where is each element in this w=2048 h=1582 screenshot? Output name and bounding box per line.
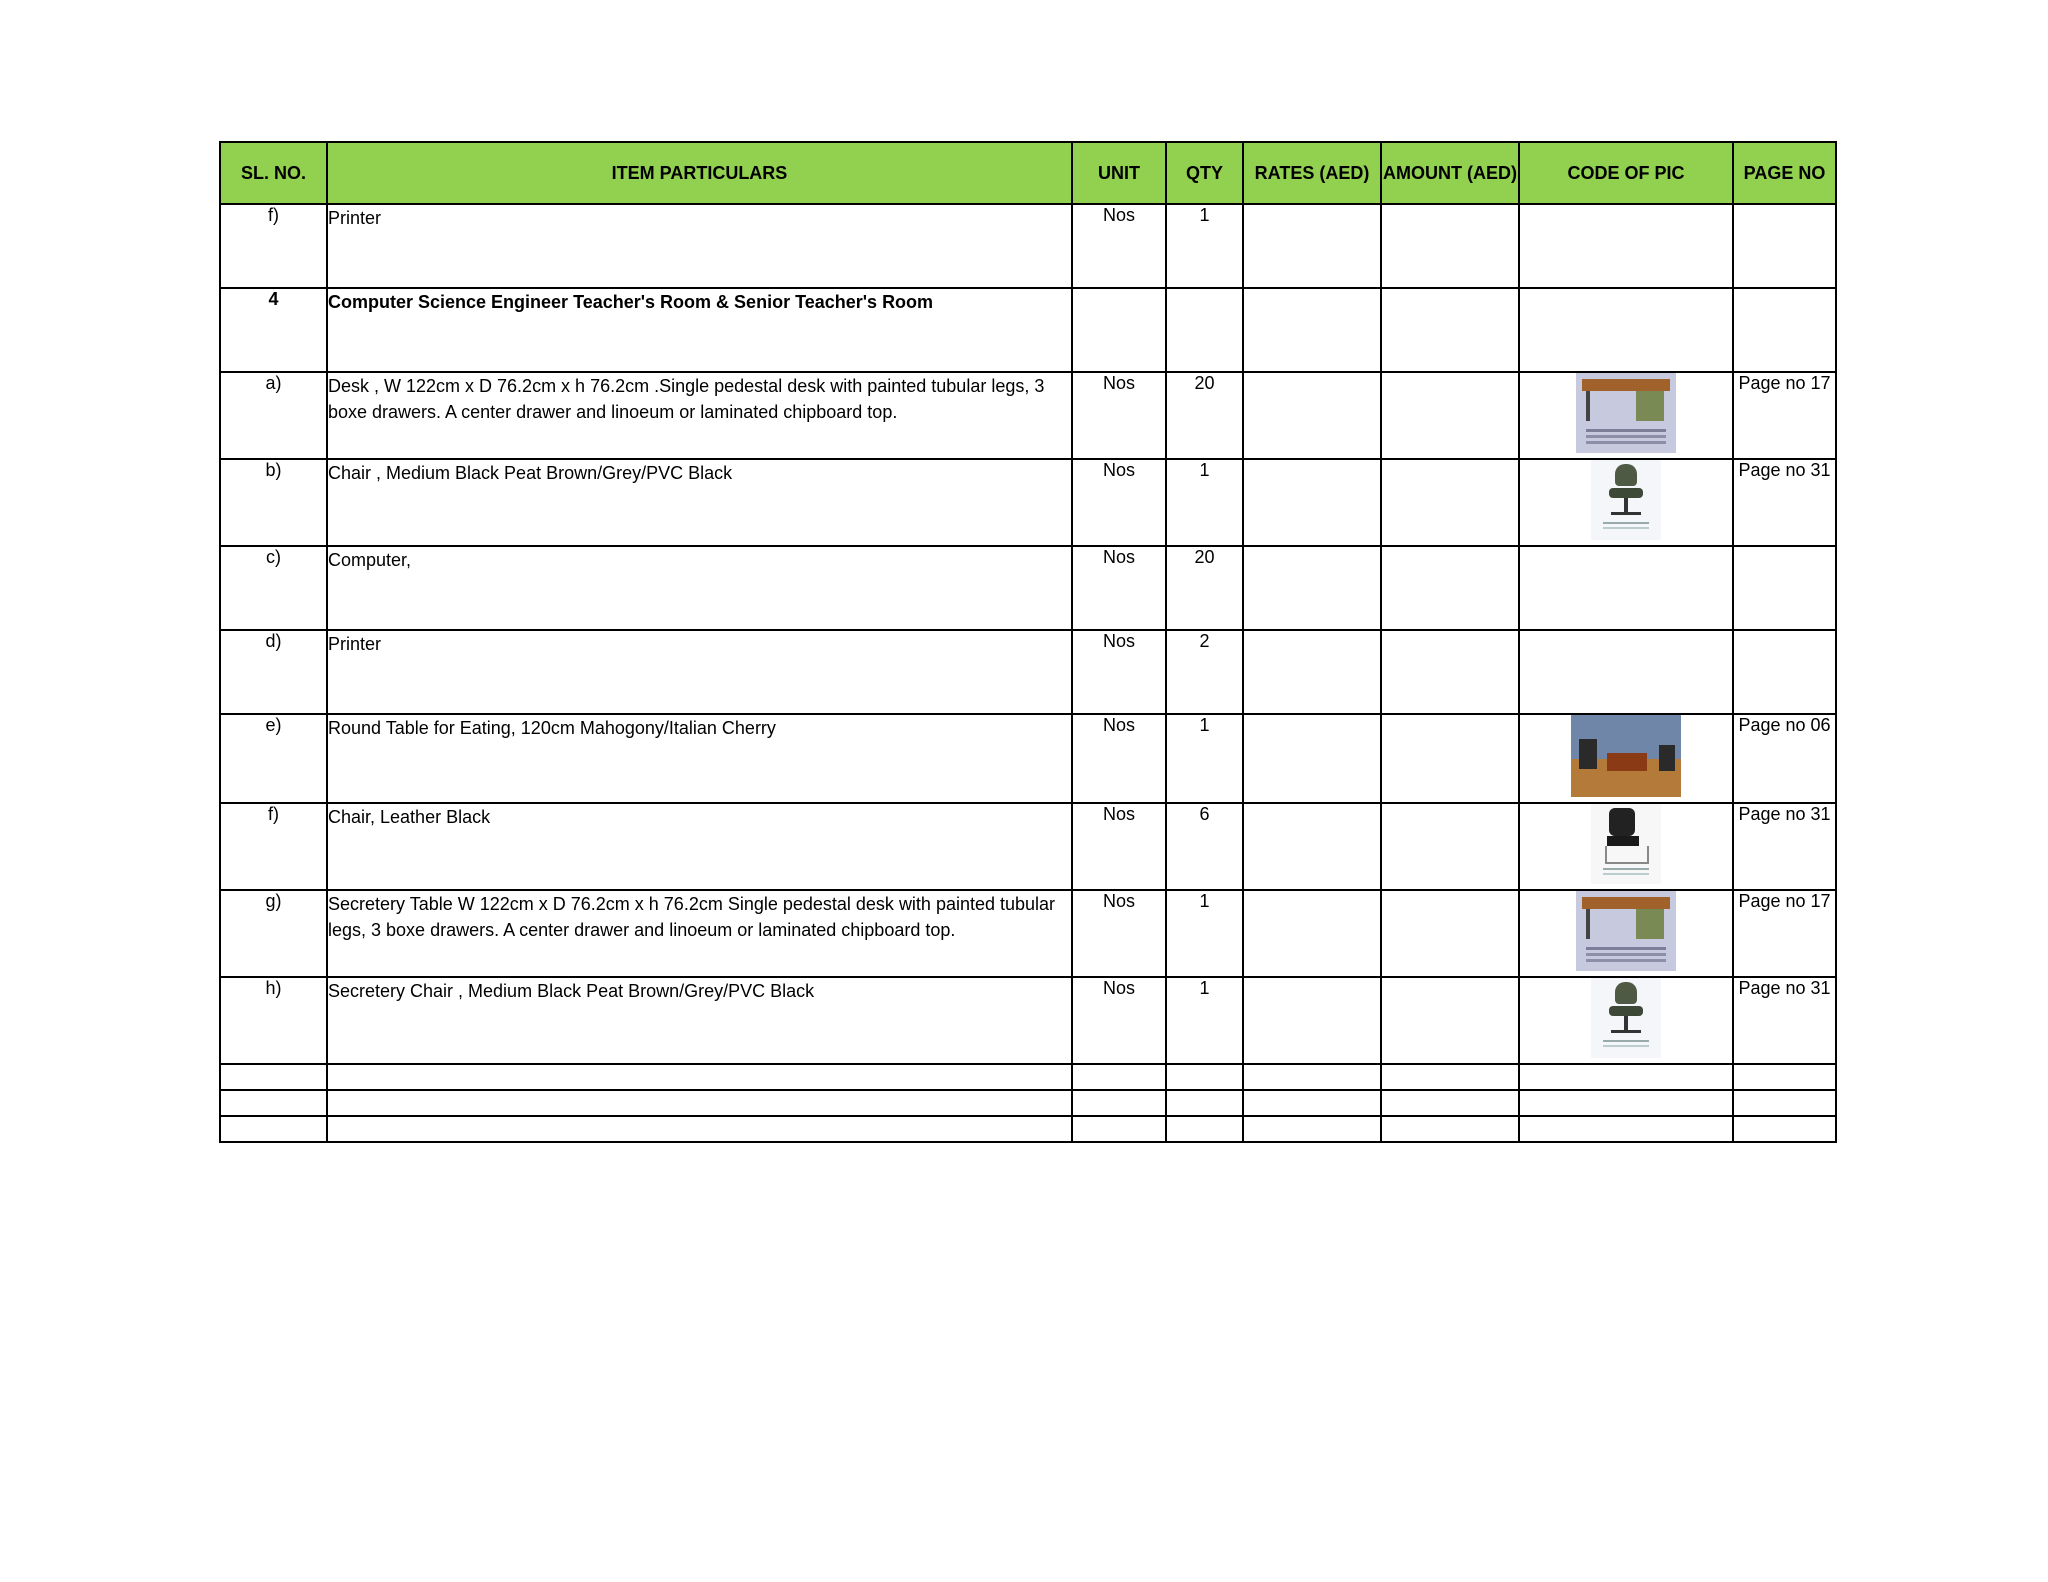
cell-unit: Nos [1072, 204, 1166, 288]
table-row [220, 372, 1836, 459]
cell-amount [1381, 372, 1519, 459]
cell-qty: 1 [1166, 714, 1243, 803]
cell-rates [1243, 803, 1381, 890]
header-rates: RATES (AED) [1243, 142, 1381, 204]
table-row [220, 803, 1836, 890]
cell-sl-no: d) [220, 630, 327, 714]
table-row [220, 630, 1836, 714]
cell-qty: 20 [1166, 372, 1243, 459]
cell-code-of-pic [1519, 546, 1733, 630]
cell-sl-no: b) [220, 459, 327, 546]
cell-item: Printer [327, 204, 1072, 288]
cell-rates [1243, 372, 1381, 459]
section-row [220, 288, 1836, 372]
cell-sl-no: c) [220, 546, 327, 630]
cell-item: Chair , Medium Black Peat Brown/Grey/PVC Black [327, 459, 1072, 546]
leather-chair-photo [1591, 804, 1661, 884]
cell-sl-no: g) [220, 890, 327, 977]
header-item-particulars: ITEM PARTICULARS [327, 142, 1072, 204]
empty-row [220, 1064, 1836, 1090]
cell-rates [1243, 546, 1381, 630]
cell-amount [1381, 890, 1519, 977]
cell-sl-no: h) [220, 977, 327, 1064]
table-row [220, 546, 1836, 630]
cell-page-no [1733, 204, 1836, 288]
cell-amount [1381, 803, 1519, 890]
cell-code-of-pic [1519, 890, 1733, 977]
cell-rates [1243, 459, 1381, 546]
cell-unit: Nos [1072, 714, 1166, 803]
header-unit: UNIT [1072, 142, 1166, 204]
table-row [220, 204, 1836, 288]
cell-qty: 6 [1166, 803, 1243, 890]
cell-page-no: Page no 17 [1733, 372, 1836, 459]
cell-item: Secretery Table W 122cm x D 76.2cm x h 76.2cm Single pedestal desk with painted tubular legs, 3 boxe drawers. A center drawer and linoeum or laminated chipboard top. [327, 890, 1072, 977]
cell-qty: 1 [1166, 459, 1243, 546]
header-qty: QTY [1166, 142, 1243, 204]
cell-item: Desk , W 122cm x D 76.2cm x h 76.2cm .Single pedestal desk with painted tubular legs, 3 boxe drawers. A center drawer and linoeum or laminated chipboard top. [327, 372, 1072, 459]
cell-amount [1381, 546, 1519, 630]
cell-qty: 20 [1166, 546, 1243, 630]
cell-page-no: Page no 31 [1733, 459, 1836, 546]
cell-unit: Nos [1072, 803, 1166, 890]
empty-row [220, 1090, 1836, 1116]
cell-amount [1381, 630, 1519, 714]
header-page-no: PAGE NO [1733, 142, 1836, 204]
cell-amount [1381, 459, 1519, 546]
cell-rates [1243, 890, 1381, 977]
cell-sl-no: f) [220, 803, 327, 890]
desk-photo [1576, 891, 1676, 971]
cell-code-of-pic [1519, 288, 1733, 372]
cell-item: Printer [327, 630, 1072, 714]
cell-unit [1072, 288, 1166, 372]
cell-amount [1381, 204, 1519, 288]
table-row [220, 890, 1836, 977]
header-row [220, 142, 1836, 204]
cell-item: Computer, [327, 546, 1072, 630]
cell-sl-no: a) [220, 372, 327, 459]
cell-qty [1166, 288, 1243, 372]
cell-code-of-pic [1519, 204, 1733, 288]
header-sl-no: SL. NO. [220, 142, 327, 204]
cell-item: Secretery Chair , Medium Black Peat Brown/Grey/PVC Black [327, 977, 1072, 1064]
table-row [220, 977, 1836, 1064]
cell-page-no: Page no 06 [1733, 714, 1836, 803]
cell-rates [1243, 288, 1381, 372]
cell-page-no: Page no 17 [1733, 890, 1836, 977]
cell-qty: 1 [1166, 890, 1243, 977]
cell-code-of-pic [1519, 459, 1733, 546]
cell-amount [1381, 977, 1519, 1064]
cell-qty: 2 [1166, 630, 1243, 714]
cell-item: Round Table for Eating, 120cm Mahogony/Italian Cherry [327, 714, 1072, 803]
empty-row [220, 1116, 1836, 1142]
cell-page-no: Page no 31 [1733, 803, 1836, 890]
chair-photo [1591, 978, 1661, 1058]
cell-code-of-pic [1519, 977, 1733, 1064]
cell-code-of-pic [1519, 630, 1733, 714]
table-row [220, 459, 1836, 546]
cell-item: Chair, Leather Black [327, 803, 1072, 890]
cell-qty: 1 [1166, 204, 1243, 288]
cell-unit: Nos [1072, 890, 1166, 977]
cell-sl-no: e) [220, 714, 327, 803]
table-row [220, 714, 1836, 803]
cell-sl-no: 4 [220, 288, 327, 372]
cell-rates [1243, 714, 1381, 803]
chair-photo [1591, 460, 1661, 540]
cell-amount [1381, 714, 1519, 803]
cell-unit: Nos [1072, 630, 1166, 714]
section-title: Computer Science Engineer Teacher's Room & Senior Teacher's Room [327, 288, 1072, 372]
desk-photo [1576, 373, 1676, 453]
header-code-of-pic: CODE OF PIC [1519, 142, 1733, 204]
cell-unit: Nos [1072, 546, 1166, 630]
cell-page-no: Page no 31 [1733, 977, 1836, 1064]
cell-page-no [1733, 288, 1836, 372]
cell-qty: 1 [1166, 977, 1243, 1064]
cell-amount [1381, 288, 1519, 372]
cell-rates [1243, 204, 1381, 288]
cell-unit: Nos [1072, 977, 1166, 1064]
cell-code-of-pic [1519, 372, 1733, 459]
header-amount: AMOUNT (AED) [1381, 142, 1519, 204]
cell-unit: Nos [1072, 372, 1166, 459]
cell-unit: Nos [1072, 459, 1166, 546]
cell-page-no [1733, 630, 1836, 714]
round-table-photo [1571, 715, 1681, 797]
cell-rates [1243, 977, 1381, 1064]
cell-page-no [1733, 546, 1836, 630]
cell-rates [1243, 630, 1381, 714]
cell-code-of-pic [1519, 803, 1733, 890]
cell-code-of-pic [1519, 714, 1733, 803]
boq-table [219, 141, 1837, 1143]
cell-sl-no: f) [220, 204, 327, 288]
